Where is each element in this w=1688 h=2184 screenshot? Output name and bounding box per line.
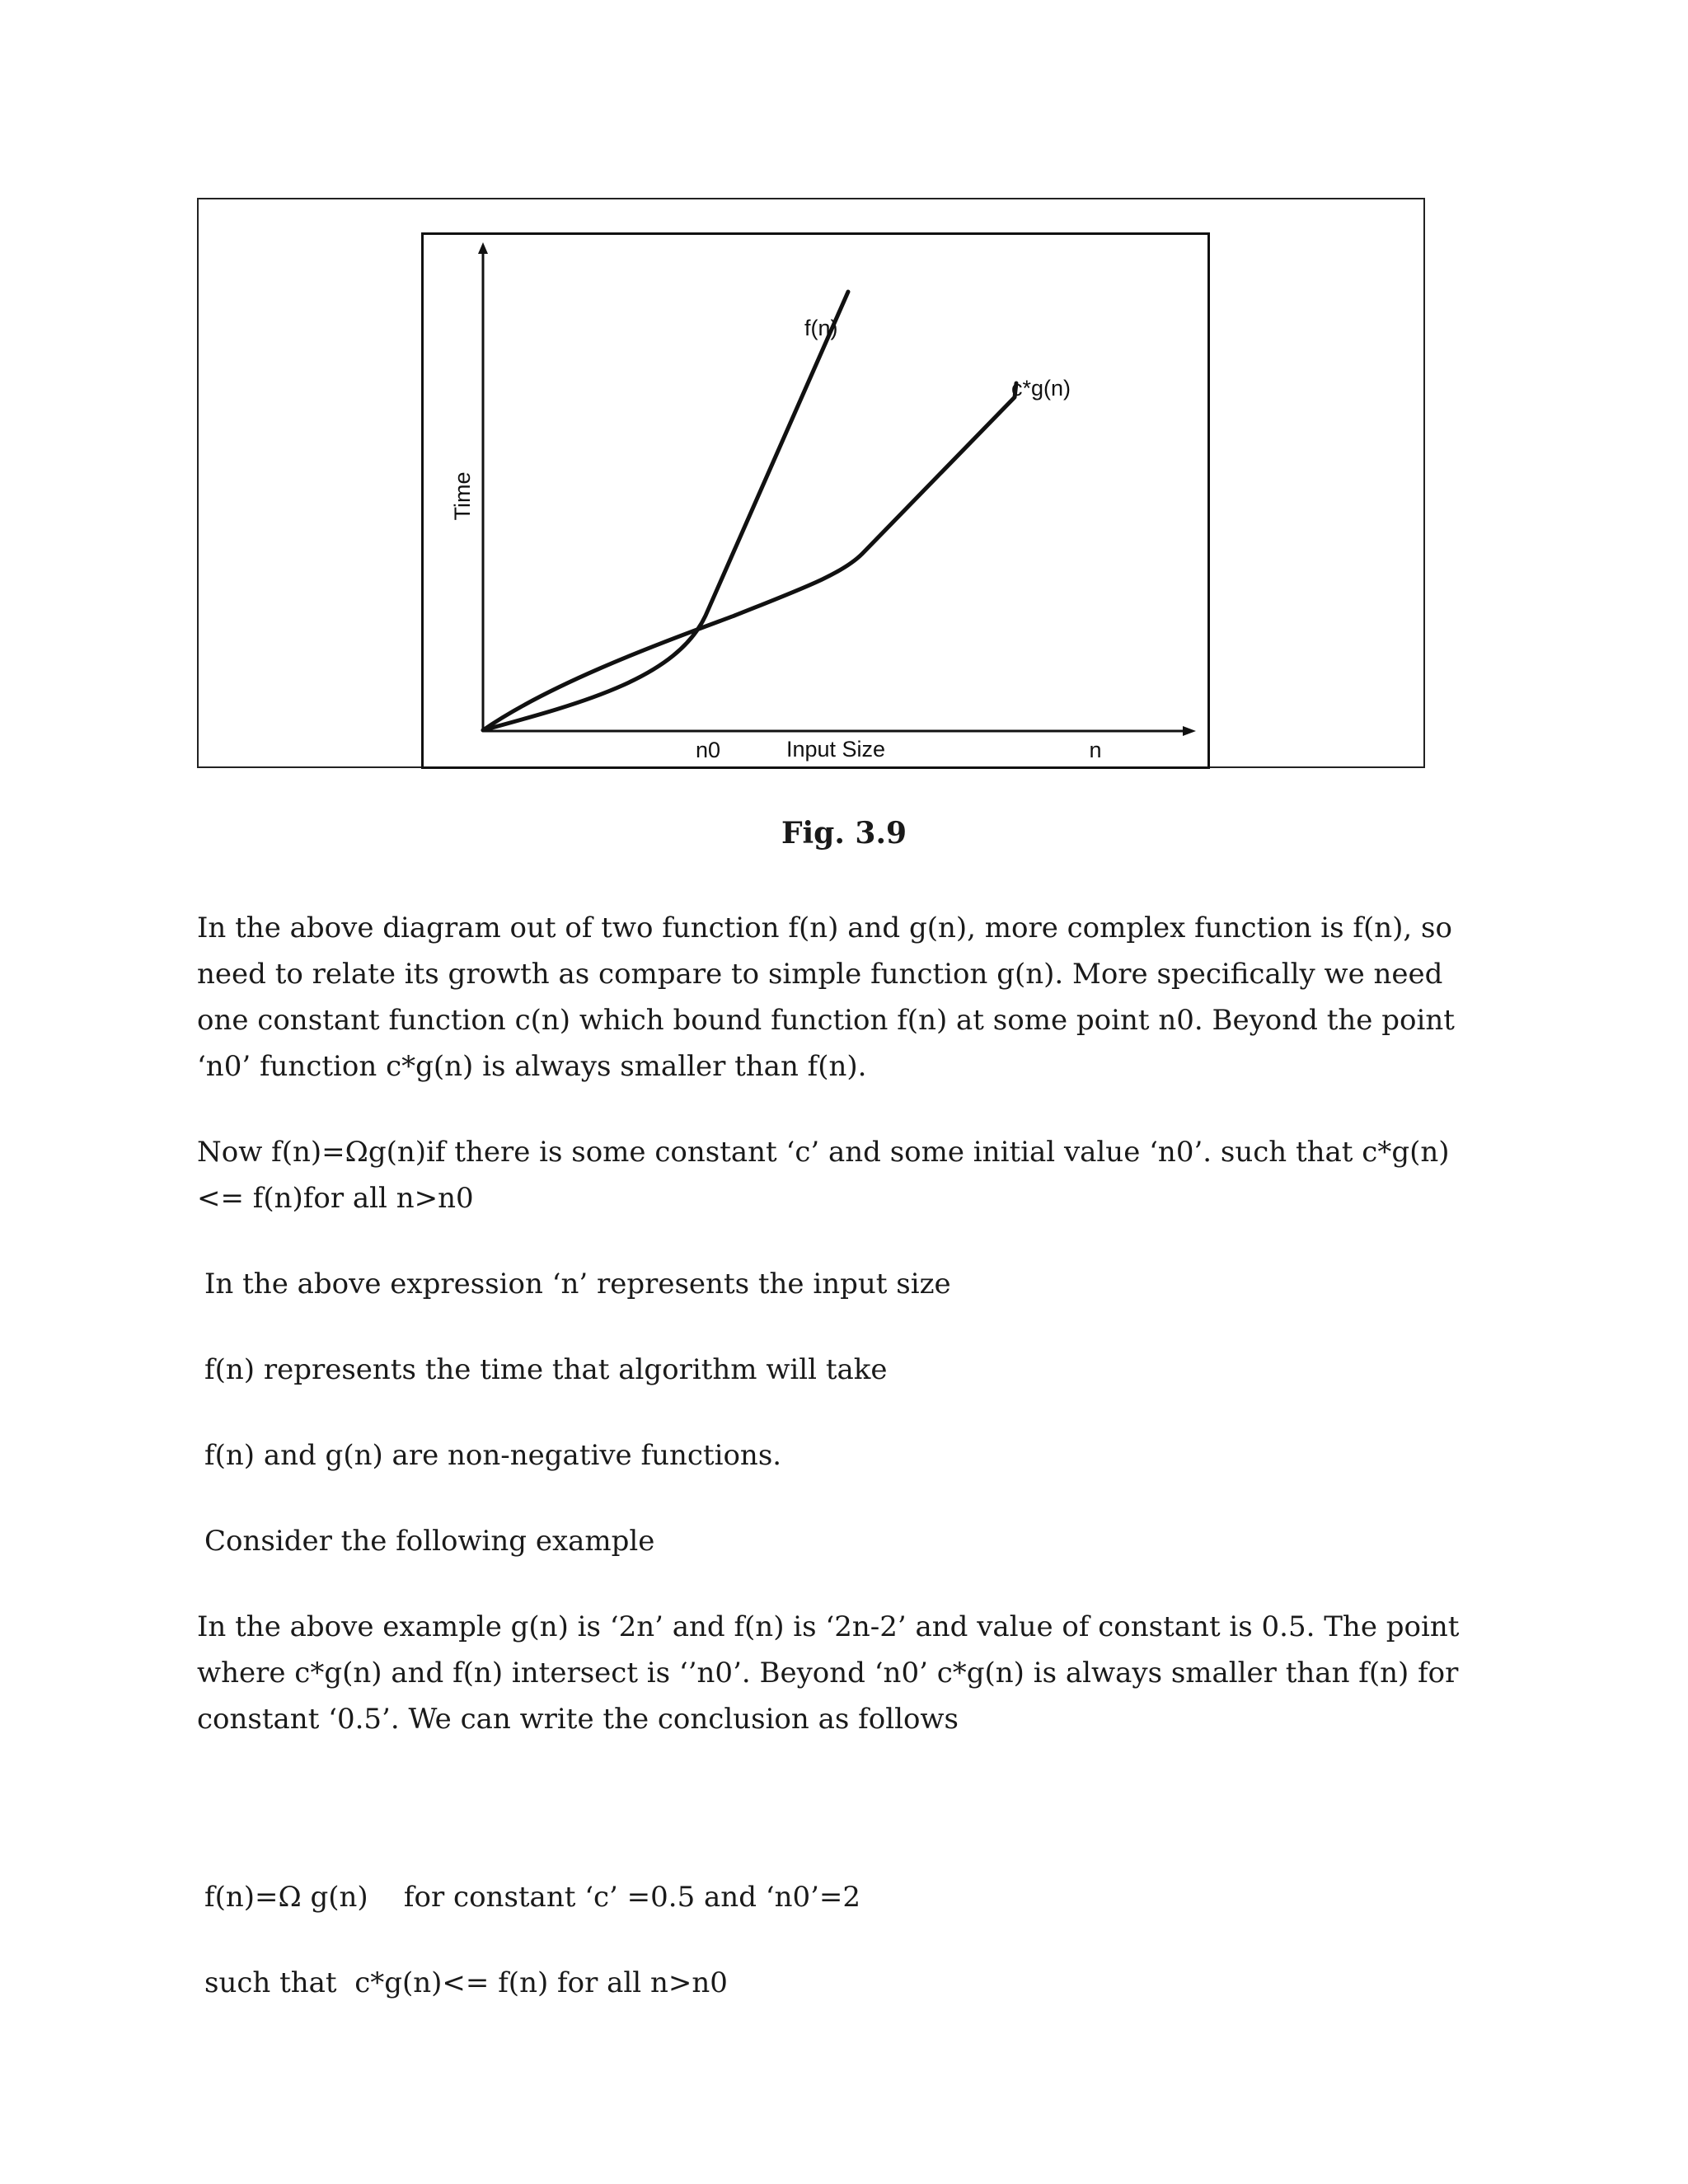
text-line: Now f(n)=Ωg(n)if there is some constant ‘c’ and some initial value ‘n0’. such that c*g(n) (197, 1136, 1450, 1169)
paragraph-2 (197, 1129, 1450, 1221)
paragraph-9 (204, 1868, 728, 2052)
text-line: need to relate its growth as compare to simple function g(n). More specifically we need (197, 958, 1443, 991)
cg-label: c*g(n) (1011, 376, 1071, 401)
y-axis-label: Time (450, 471, 475, 521)
text-line: In the above diagram out of two function f(n) and g(n), more complex function is f(n), so (197, 912, 1452, 944)
paragraph-1 (197, 905, 1455, 1090)
paragraph-6 (204, 1518, 654, 1564)
paragraph-5 (204, 1432, 781, 1479)
diagram-border (423, 234, 1209, 768)
text-line: one constant function c(n) which bound function f(n) at some point n0. Beyond the point (197, 1004, 1455, 1037)
n0-label: n0 (695, 738, 721, 762)
text-line: where c*g(n) and f(n) intersect is ‘’n0’. Beyond ‘n0’ c*g(n) is always smaller than f(n) for (197, 1657, 1459, 1690)
paragraph-4 (204, 1347, 888, 1393)
text-line: such that c*g(n)<= f(n) for all n>n0 (204, 1966, 728, 1999)
text-line: <= f(n)for all n>n0 (197, 1182, 474, 1215)
text-line: In the above expression ‘n’ represents the input size (204, 1268, 951, 1301)
f-label: f(n) (804, 316, 838, 340)
n-label: n (1089, 738, 1102, 762)
text-line: f(n) and g(n) are non-negative functions. (204, 1439, 782, 1472)
text-line: f(n)=Ω g(n) for constant ‘c’ =0.5 and ‘n0’=2 (204, 1881, 861, 1914)
x-axis-arrow (1183, 726, 1196, 736)
figure-frame (197, 198, 1425, 768)
text-line: In the above example g(n) is ‘2n’ and f(n) is ‘2n-2’ and value of constant is 0.5. The point (197, 1610, 1460, 1643)
paragraph-3 (204, 1261, 951, 1307)
cg-curve (483, 383, 1016, 730)
text-line: Consider the following example (204, 1525, 655, 1558)
diagram (421, 232, 1210, 769)
figure-caption: Fig. 3.9 (781, 816, 907, 851)
text-line: ‘n0’ function c*g(n) is always smaller than f(n). (197, 1050, 867, 1083)
paragraph-7 (197, 1604, 1459, 1742)
x-axis-label: Input Size (785, 737, 886, 762)
text-line: constant ‘0.5’. We can write the conclusion as follows (197, 1703, 959, 1736)
f-curve (483, 292, 848, 730)
y-axis-arrow (478, 242, 488, 254)
text-line: f(n) represents the time that algorithm will take (204, 1353, 888, 1386)
